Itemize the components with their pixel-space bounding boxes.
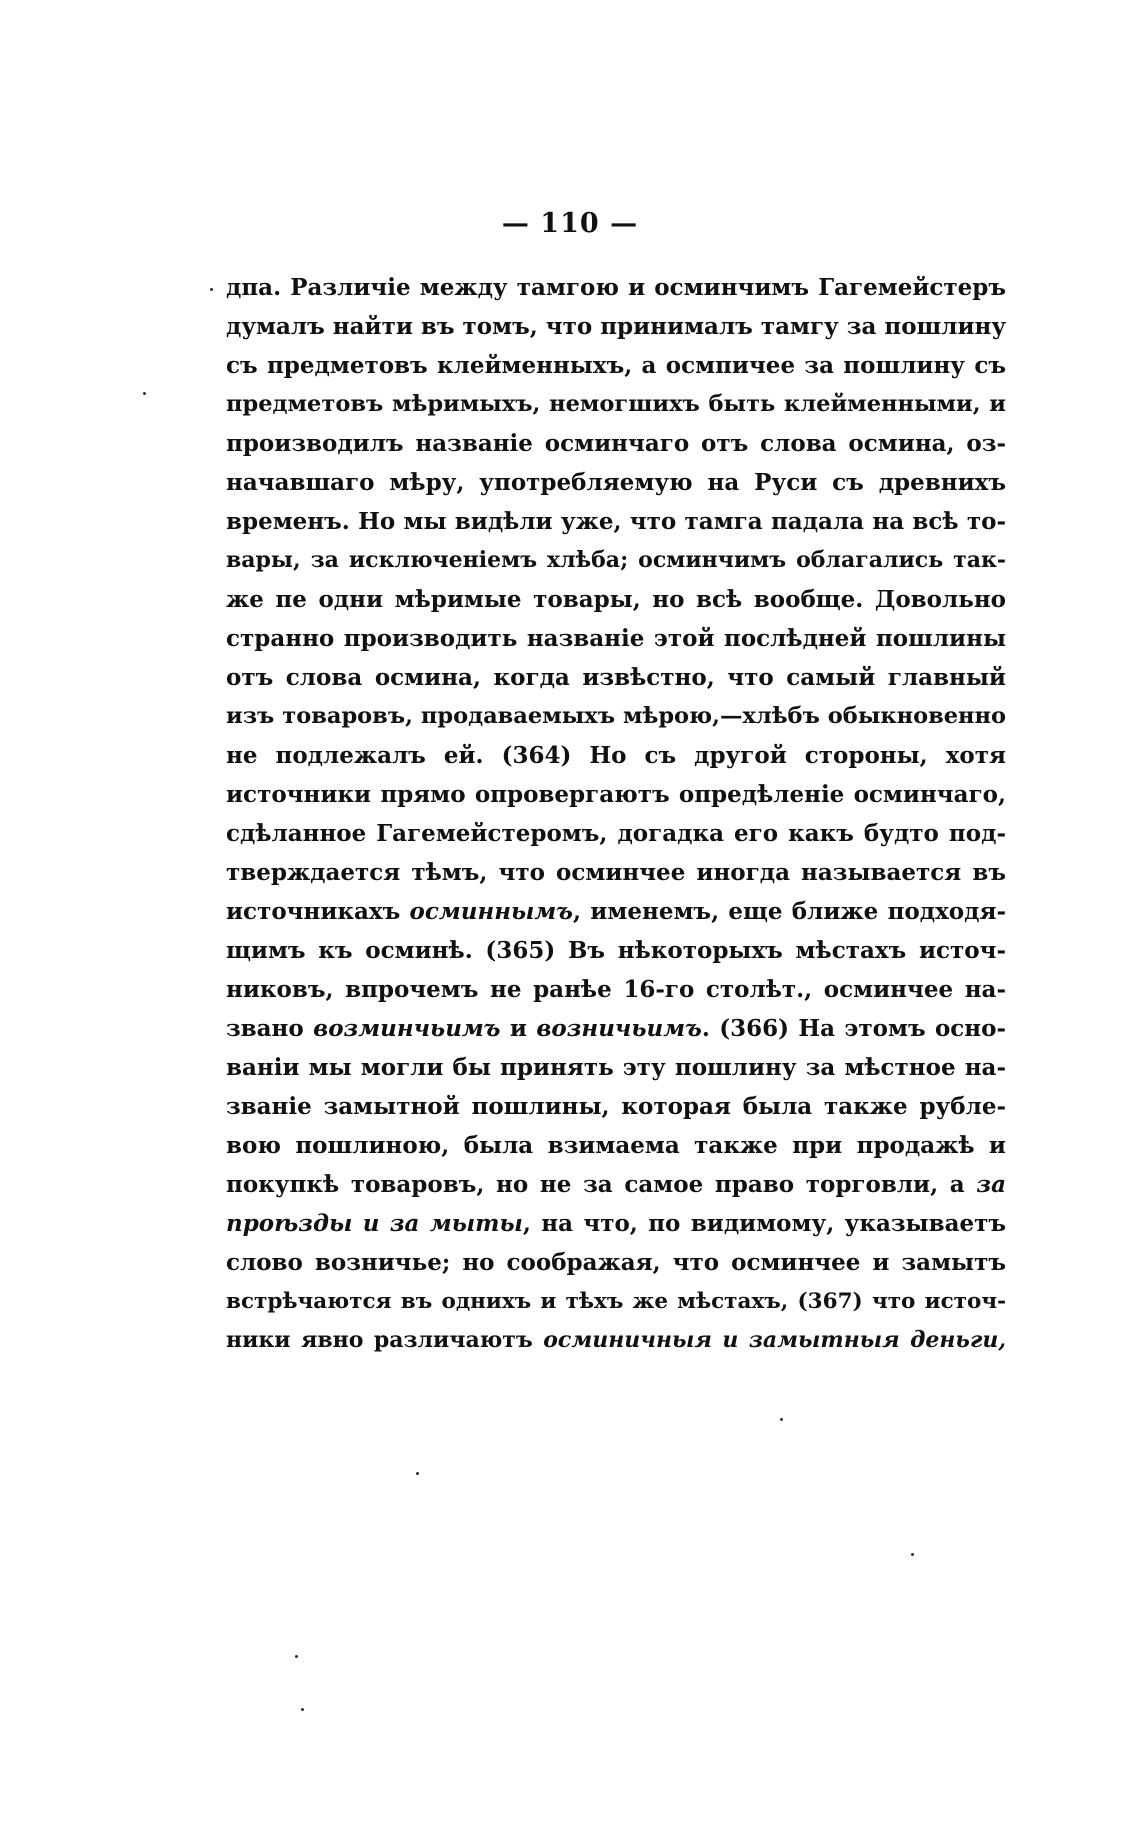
- text-line: [226, 307, 1006, 346]
- text-line: [226, 1087, 1006, 1126]
- text-run: предметовъ мѣримыхъ, немогшихъ быть клейменными, и: [226, 391, 1006, 417]
- text-run: и: [500, 1015, 537, 1042]
- text-run: щимъ къ осминѣ. (365) Въ нѣкоторыхъ мѣстахъ источ-: [226, 937, 1006, 964]
- text-run: источники прямо опровергаютъ опредѣленіе осминчаго,: [226, 781, 1006, 808]
- scan-speck: [295, 1655, 298, 1658]
- text-line: [226, 970, 1006, 1009]
- text-line: [226, 1009, 1006, 1048]
- text-line: [226, 268, 1006, 307]
- text-line: [226, 463, 1006, 502]
- text-run: тверждается тѣмъ, что осминчее иногда называется въ: [226, 859, 1006, 886]
- text-run: дпа. Различіе между тамгою и осминчимъ Гагемейстеръ: [226, 274, 1006, 301]
- text-line: [226, 502, 1006, 541]
- text-run: встрѣчаются въ однихъ и тѣхъ же мѣстахъ, (367) что источ-: [226, 1289, 1006, 1314]
- italic-text-run: за: [976, 1171, 1006, 1198]
- text-line: [226, 853, 1006, 892]
- text-run: покупкѣ товаровъ, но не за самое право торговли, а: [226, 1171, 977, 1198]
- text-run: ники явно различаютъ: [226, 1327, 544, 1353]
- text-run: источникахъ: [226, 898, 410, 925]
- text-run: думалъ найти въ томъ, что принималъ тамгу за пошлину: [226, 313, 1006, 340]
- text-line: [226, 1048, 1006, 1087]
- text-line: [226, 385, 1006, 424]
- italic-text-run: осминичныя и замытныя деньги,: [543, 1327, 1006, 1353]
- italic-text-run: возничьимъ: [536, 1015, 702, 1042]
- text-line: [226, 580, 1006, 619]
- text-line: [226, 1126, 1006, 1165]
- text-run: вою пошлиною, была взимаема также при продажѣ и: [226, 1132, 1006, 1159]
- text-line: [226, 814, 1006, 853]
- text-run: сдѣланное Гагемейстеромъ, догадка его какъ будто под-: [226, 820, 1006, 847]
- text-line: [226, 697, 1006, 736]
- text-line: [226, 658, 1006, 697]
- text-run: странно производить названіе этой послѣдней пошлины: [226, 625, 1006, 652]
- text-line: [226, 931, 1006, 970]
- text-line: [226, 736, 1006, 775]
- italic-text-run: возминчьимъ: [313, 1015, 501, 1042]
- text-line: [226, 1243, 1006, 1282]
- body-text: [226, 268, 1006, 1360]
- italic-text-run: осминнымъ: [409, 898, 574, 925]
- scan-speck: [143, 392, 146, 395]
- text-line: [226, 619, 1006, 658]
- text-run: же пе одни мѣримые товары, но всѣ вообще. Довольно: [226, 586, 1006, 613]
- text-run: съ предметовъ клейменныхъ, а осмпичее за пошлину съ: [226, 352, 1006, 379]
- text-run: вары, за исключеніемъ хлѣба; осминчимъ облагались так-: [226, 547, 1006, 573]
- text-run: временъ. Но мы видѣли уже, что тамга падала на всѣ то-: [226, 508, 1006, 535]
- text-line: [226, 1321, 1006, 1360]
- text-run: звано: [226, 1015, 314, 1042]
- text-run: производилъ названіе осминчаго отъ слова осмина, оз-: [226, 430, 1006, 457]
- scan-speck: [301, 1708, 304, 1711]
- text-run: изъ товаровъ, продаваемыхъ мѣрою,—хлѣбъ обыкновенно: [226, 703, 1006, 729]
- text-run: не подлежалъ ей. (364) Но съ другой стороны, хотя: [226, 742, 1006, 769]
- scan-speck: [210, 288, 213, 291]
- text-run: ваніи мы могли бы принять эту пошлину за мѣстное на-: [226, 1054, 1006, 1081]
- text-run: начавшаго мѣру, употребляемую на Руси съ древнихъ: [226, 469, 1006, 496]
- text-line: [226, 1165, 1006, 1204]
- text-run: . (366) На этомъ осно-: [701, 1015, 1006, 1042]
- text-run: слово возничье; но соображая, что осминчее и замытъ: [226, 1249, 1006, 1276]
- text-run: , на что, по видимому, указываетъ: [522, 1210, 1006, 1237]
- text-line: [226, 1282, 1006, 1321]
- text-line: [226, 1204, 1006, 1243]
- text-run: отъ слова осмина, когда извѣстно, что самый главный: [226, 664, 1006, 691]
- text-run: никовъ, впрочемъ не ранѣе 16-го столѣт., осминчее на-: [226, 976, 1006, 1003]
- scan-speck: [780, 1418, 783, 1421]
- text-line: [226, 541, 1006, 580]
- page-number: — 110 —: [501, 208, 639, 239]
- italic-text-run: проѣзды и за мыты: [226, 1210, 523, 1237]
- text-run: званіе замытной пошлины, которая была также рубле-: [226, 1093, 1006, 1120]
- text-line: [226, 346, 1006, 385]
- scan-speck: [911, 1553, 914, 1556]
- text-run: , именемъ, еще ближе подходя-: [573, 898, 1006, 925]
- text-line: [226, 424, 1006, 463]
- text-line: [226, 775, 1006, 814]
- text-line: [226, 892, 1006, 931]
- scan-speck: [416, 1472, 419, 1475]
